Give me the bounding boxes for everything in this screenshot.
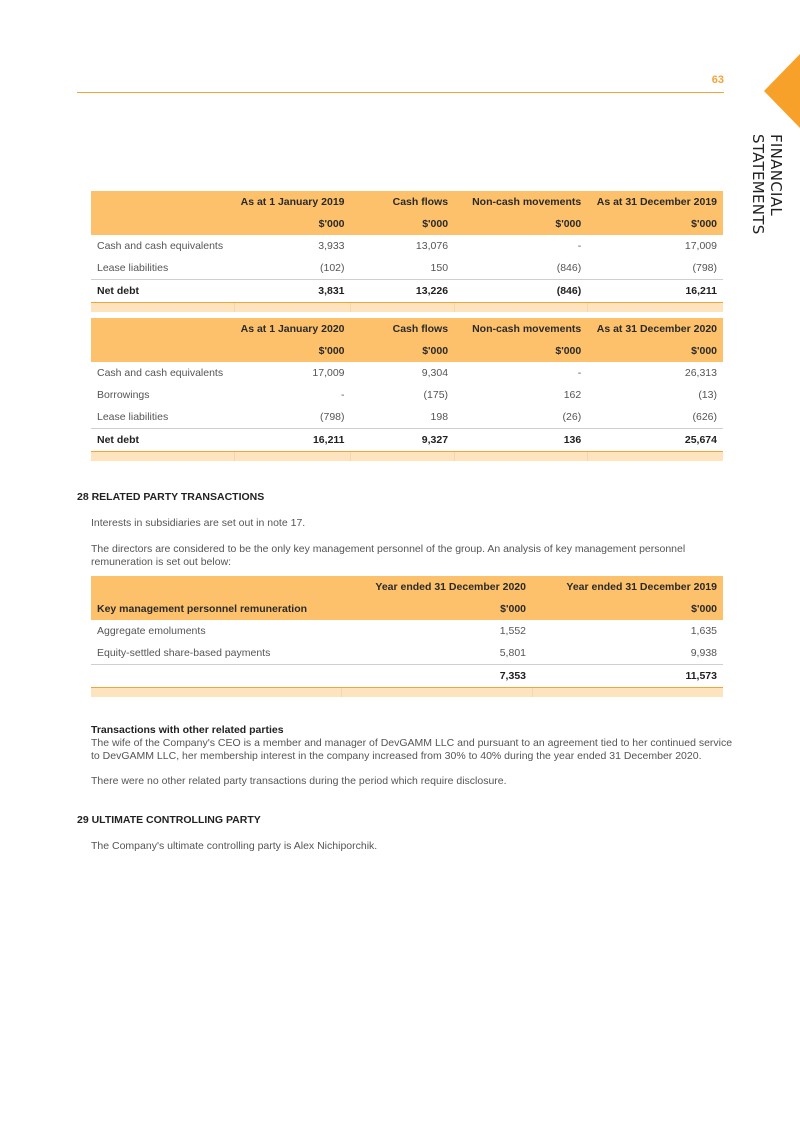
cell-value: 1,635 — [690, 625, 717, 637]
note-29-title: 29 ULTIMATE CONTROLLING PARTY — [77, 814, 261, 826]
cell-value: (626) — [692, 411, 717, 423]
table-header-row — [91, 576, 723, 598]
table-total-row — [91, 429, 723, 452]
row-label: Borrowings — [97, 389, 150, 401]
unit-label: $'000 — [235, 340, 351, 362]
table-row — [91, 642, 723, 665]
row-label: Lease liabilities — [97, 411, 169, 423]
column-header: Cash flows — [351, 318, 455, 340]
column-header: As at 1 January 2020 — [235, 318, 351, 340]
row-label: Aggregate emoluments — [97, 625, 206, 637]
unit-label: $'000 — [454, 340, 587, 362]
column-header: Cash flows — [351, 191, 455, 213]
total-value: 3,831 — [235, 280, 351, 303]
cell-value: (13) — [698, 389, 717, 401]
unit-label: $'000 — [532, 598, 723, 620]
cell-value: (846) — [556, 262, 582, 274]
cell-value: 17,009 — [312, 367, 345, 379]
total-value: 7,353 — [341, 665, 532, 688]
note-28-title: 28 RELATED PARTY TRANSACTIONS — [77, 491, 265, 503]
related-parties-heading: Transactions with other related parties — [91, 724, 284, 736]
cell-value: (175) — [423, 389, 449, 401]
page-number: 63 — [711, 74, 724, 86]
note-28-para-1: Interests in subsidiaries are set out in note 17. — [91, 517, 306, 529]
column-header: Year ended 31 December 2020 — [341, 576, 532, 598]
cell-value: 26,313 — [684, 367, 717, 379]
net-debt-2019-table — [91, 191, 723, 312]
unit-label: $'000 — [341, 598, 532, 620]
table-total-row — [91, 280, 723, 303]
table-header-row — [91, 191, 723, 213]
row-label: Lease liabilities — [97, 262, 169, 274]
section-label: FINANCIAL STATEMENTS — [749, 134, 785, 235]
cell-value: (26) — [562, 411, 582, 423]
unit-label: $'000 — [351, 340, 455, 362]
cell-value: (798) — [692, 262, 717, 274]
related-parties-text: The wife of the Company's CEO is a member and manager of DevGAMM LLC and pursuant to an agreement tied to her continued service to DevGAMM LLC, her membership interest in the company increased from 30% to 40% during the year ended 31 December 2020. — [91, 737, 733, 762]
cell-value: 9,938 — [690, 647, 717, 659]
cell-value: 3,933 — [318, 240, 345, 252]
row-label: Equity-settled share-based payments — [97, 647, 271, 659]
table-row — [91, 620, 723, 642]
cell-value: - — [341, 389, 345, 401]
table-row — [91, 406, 723, 429]
row-label: Cash and cash equivalents — [97, 367, 224, 379]
total-value: 136 — [454, 429, 587, 452]
total-label — [91, 665, 341, 688]
row-label: Cash and cash equivalents — [97, 240, 224, 252]
unit-label: $'000 — [454, 213, 587, 235]
table-units-row — [91, 340, 723, 362]
cell-value: 1,552 — [499, 625, 526, 637]
total-value: (846) — [454, 280, 587, 303]
table-footer-band — [91, 303, 723, 313]
cell-value: - — [577, 240, 582, 252]
total-value: 11,573 — [532, 665, 723, 688]
cell-value: 9,304 — [421, 367, 449, 379]
unit-label: $'000 — [235, 213, 351, 235]
total-value: 9,327 — [351, 429, 455, 452]
column-header: Non-cash movements — [454, 318, 587, 340]
note-29-para: The Company's ultimate controlling party is Alex Nichiporchik. — [91, 840, 378, 852]
cell-value: - — [577, 367, 582, 379]
table-total-row — [91, 665, 723, 688]
net-debt-2020-table — [91, 318, 723, 461]
corner-tab-marker — [764, 54, 800, 128]
cell-value: (798) — [320, 411, 345, 423]
total-value: 16,211 — [235, 429, 351, 452]
remuneration-table — [91, 576, 723, 697]
cell-value: 13,076 — [415, 240, 449, 252]
cell-value: 198 — [430, 411, 449, 423]
table-footer-band — [91, 452, 723, 462]
related-parties-block — [91, 724, 741, 763]
table-footer-band — [91, 688, 723, 698]
total-label: Net debt — [91, 429, 235, 452]
total-label: Net debt — [91, 280, 235, 303]
table-row — [91, 384, 723, 406]
total-value: 13,226 — [351, 280, 455, 303]
column-header: Year ended 31 December 2019 — [532, 576, 723, 598]
cell-value: 150 — [430, 262, 449, 274]
cell-value: (102) — [320, 262, 345, 274]
column-header: As at 31 December 2020 — [587, 318, 723, 340]
note-28-para-2: The directors are considered to be the only key management personnel of the group. An analysis of key management personnel remuneration is set out below: — [91, 543, 686, 568]
table-row — [91, 257, 723, 280]
table-header-row — [91, 318, 723, 340]
table-row — [91, 362, 723, 384]
unit-label: $'000 — [587, 213, 723, 235]
total-value: 16,211 — [587, 280, 723, 303]
column-header: As at 31 December 2019 — [587, 191, 723, 213]
unit-label: $'000 — [587, 340, 723, 362]
table-row — [91, 235, 723, 257]
table-units-row — [91, 213, 723, 235]
cell-value: 17,009 — [684, 240, 717, 252]
header-rule — [77, 92, 724, 93]
column-header: As at 1 January 2019 — [235, 191, 351, 213]
column-header: Non-cash movements — [454, 191, 587, 213]
row-header-label: Key management personnel remuneration — [91, 598, 341, 620]
note-28-para-3: There were no other related party transactions during the period which require disclosure. — [91, 775, 507, 787]
total-value: 25,674 — [587, 429, 723, 452]
cell-value: 162 — [563, 389, 582, 401]
unit-label: $'000 — [351, 213, 455, 235]
cell-value: 5,801 — [499, 647, 526, 659]
table-units-row — [91, 598, 723, 620]
